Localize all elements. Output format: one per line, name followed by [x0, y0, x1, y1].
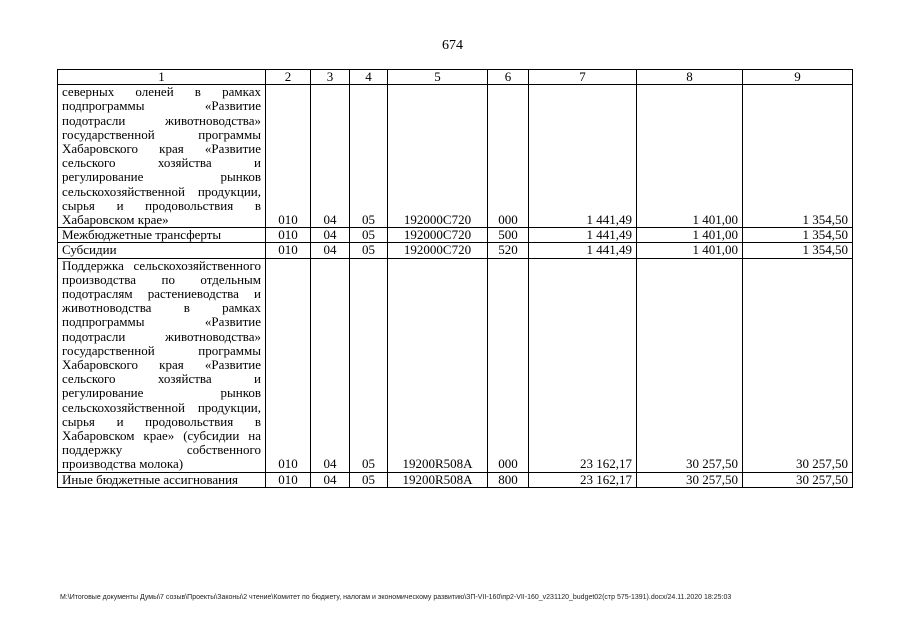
code-cell: 05	[350, 228, 388, 243]
row-name-cell: Иные бюджетные ассигнования	[58, 472, 266, 487]
code-cell: 05	[350, 85, 388, 228]
table-header-row	[58, 70, 853, 85]
amount-cell: 1 354,50	[743, 243, 853, 258]
column-header: 2	[266, 70, 311, 85]
code-cell: 010	[266, 85, 311, 228]
table-row	[58, 228, 853, 243]
code-cell: 05	[350, 243, 388, 258]
code-cell: 192000С720	[388, 85, 488, 228]
column-header: 8	[637, 70, 743, 85]
amount-cell: 30 257,50	[637, 258, 743, 472]
row-name-cell: северных оленей в рамках подпрограммы «Развитие подотрасли животноводства» государственной программы Хабаровского края «Развитие сельского хозяйства и регулирование рынков сельскохозяйственной продукции, сырья и продовольствия в Хабаровском крае»	[58, 85, 266, 228]
column-header: 5	[388, 70, 488, 85]
code-cell: 500	[488, 228, 529, 243]
column-header: 9	[743, 70, 853, 85]
code-cell: 192000С720	[388, 243, 488, 258]
amount-cell: 23 162,17	[529, 472, 637, 487]
table-row	[58, 472, 853, 487]
row-name-cell: Межбюджетные трансферты	[58, 228, 266, 243]
code-cell: 04	[311, 243, 350, 258]
file-path-footer: M:\Итоговые документы Думы\7 созыв\Проекты\Законы\2 чтение\Комитет по бюджету, налогам и экономическому развитию\ЗП-VII-160\пр2-VII-160_v231120_budget02(стр 575-1391).docx/24.11.2020 18:25:03	[60, 594, 732, 601]
code-cell: 19200R508A	[388, 472, 488, 487]
code-cell: 000	[488, 85, 529, 228]
amount-cell: 1 401,00	[637, 228, 743, 243]
amount-cell: 1 354,50	[743, 85, 853, 228]
table-row	[58, 243, 853, 258]
amount-cell: 30 257,50	[743, 472, 853, 487]
page-number: 674	[442, 38, 463, 53]
code-cell: 520	[488, 243, 529, 258]
code-cell: 010	[266, 243, 311, 258]
code-cell: 192000С720	[388, 228, 488, 243]
code-cell: 04	[311, 228, 350, 243]
budget-table	[57, 69, 853, 488]
code-cell: 04	[311, 472, 350, 487]
code-cell: 010	[266, 258, 311, 472]
code-cell: 010	[266, 228, 311, 243]
amount-cell: 30 257,50	[637, 472, 743, 487]
code-cell: 04	[311, 258, 350, 472]
code-cell: 19200R508A	[388, 258, 488, 472]
code-cell: 800	[488, 472, 529, 487]
code-cell: 000	[488, 258, 529, 472]
amount-cell: 1 401,00	[637, 243, 743, 258]
amount-cell: 1 401,00	[637, 85, 743, 228]
amount-cell: 1 354,50	[743, 228, 853, 243]
column-header: 7	[529, 70, 637, 85]
amount-cell: 23 162,17	[529, 258, 637, 472]
code-cell: 05	[350, 472, 388, 487]
amount-cell: 1 441,49	[529, 85, 637, 228]
column-header: 3	[311, 70, 350, 85]
code-cell: 010	[266, 472, 311, 487]
column-header: 4	[350, 70, 388, 85]
table-row	[58, 258, 853, 472]
table-row	[58, 85, 853, 228]
amount-cell: 1 441,49	[529, 228, 637, 243]
code-cell: 04	[311, 85, 350, 228]
amount-cell: 1 441,49	[529, 243, 637, 258]
column-header: 1	[58, 70, 266, 85]
code-cell: 05	[350, 258, 388, 472]
amount-cell: 30 257,50	[743, 258, 853, 472]
row-name-cell: Поддержка сельскохозяйственного производства по отдельным подотраслям растениеводства и животноводства в рамках подпрограммы «Развитие подотрасли животноводства» государственной программы Хабаровского края «Развитие сельского хозяйства и регулирование рынков сельскохозяйственной продукции, сырья и продовольствия в Хабаровском крае» (субсидии на поддержку собственного производства молока)	[58, 258, 266, 472]
row-name-cell: Субсидии	[58, 243, 266, 258]
column-header: 6	[488, 70, 529, 85]
